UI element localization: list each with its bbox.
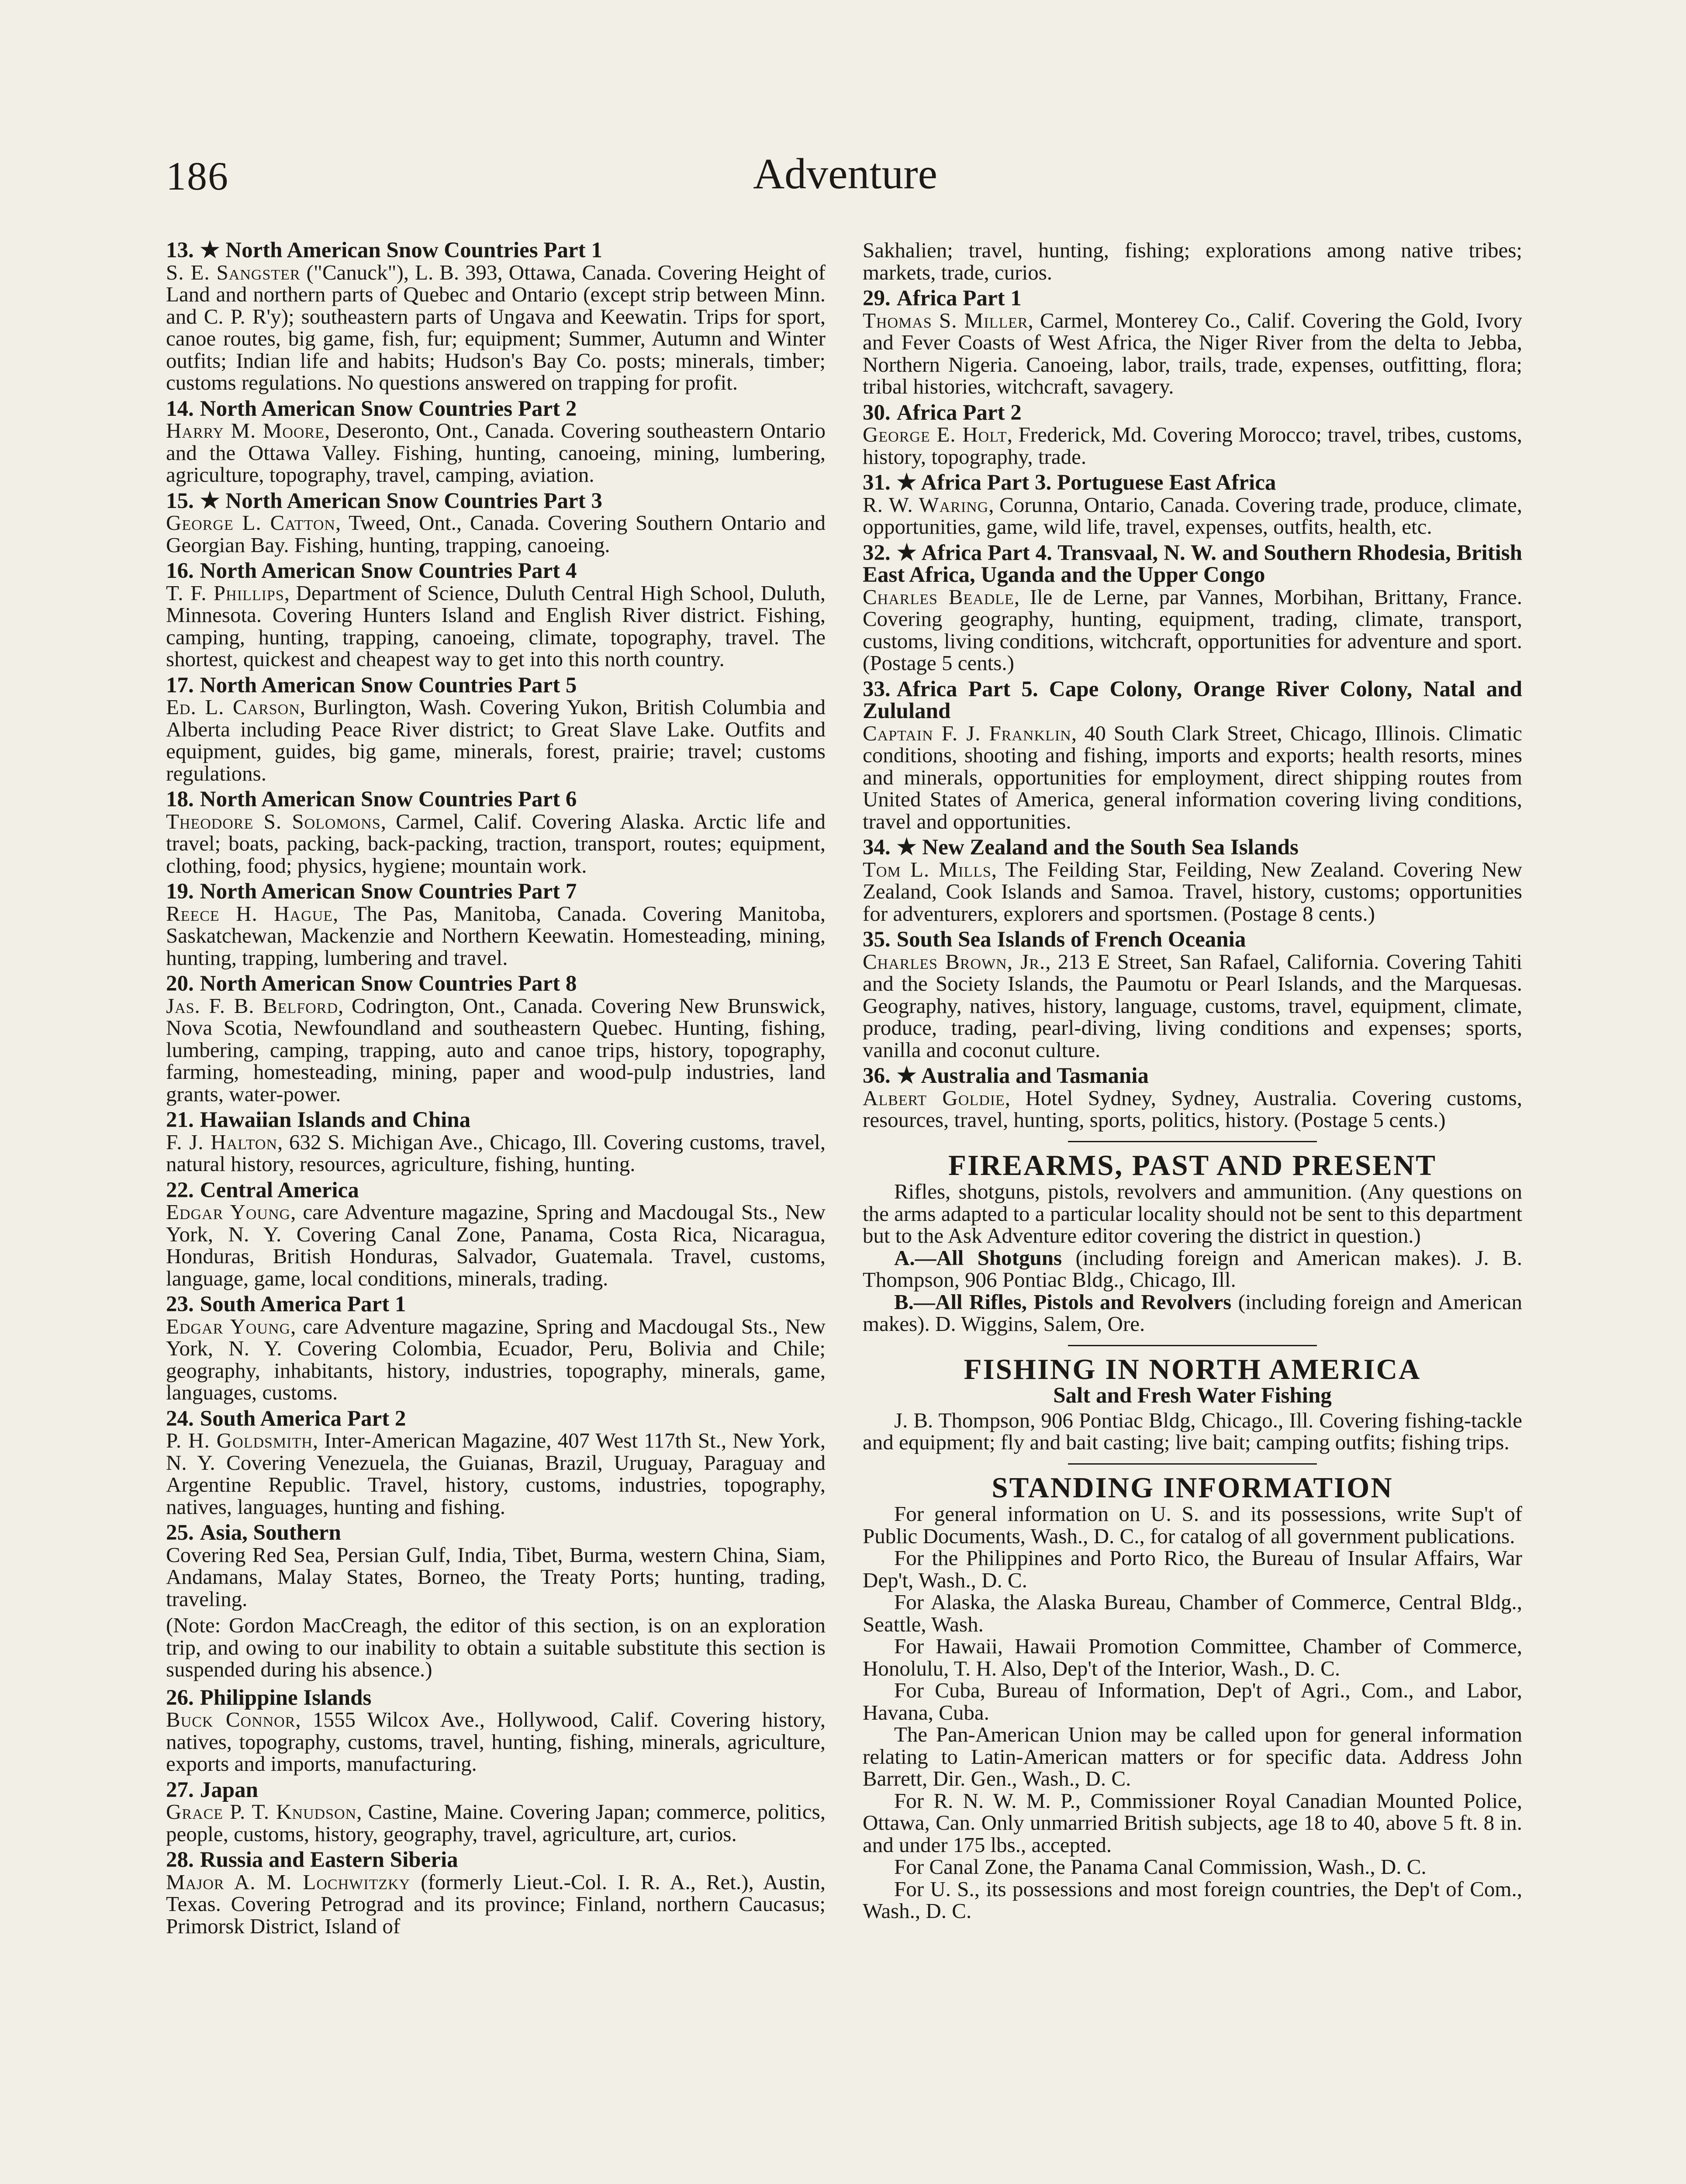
entry-title-text: Hawaiian Islands and China (200, 1108, 471, 1132)
entry-expert-name: Major A. M. Lochwitzky (166, 1870, 411, 1894)
entry-title-text: South America Part 2 (200, 1406, 406, 1431)
entry-expert-name: T. F. Phillips (166, 581, 284, 605)
entry-number: 20. (166, 971, 194, 996)
entry-body: , 40 South Clark Street, Chicago, Illinois. Climatic conditions, shooting and fishing, imports and exports; health resorts, mines and minerals, opportunities for employment, direct shipping routes from United States of America, general information covering living conditions, travel and opportunities. (863, 721, 1522, 833)
russia-entry-continuation: Sakhalien; travel, hunting, fishing; explorations among native tribes; markets, trade, curios. (863, 238, 1522, 284)
entry-title-text: South Sea Islands of French Oceania (896, 927, 1246, 952)
entry-expert-name: Tom L. Mills (863, 857, 992, 881)
right-column (863, 239, 1522, 1922)
entry-title (166, 788, 826, 811)
entry-expert-name: George E. Holt (863, 422, 1007, 446)
entry-number: 18. (166, 787, 194, 812)
entry-title-text: Africa Part 4. Transvaal, N. W. and Southern Rhodesia, British East Africa, Uganda and the Upper Congo (863, 540, 1522, 587)
entry-body: , Ile de Lerne, par Vannes, Morbihan, Brittany, France. Covering geography, hunting, equipment, trading, climate, transport, customs, living conditions, witchcraft, opportunities for adventure and sport. (Postage 5 cents.) (863, 584, 1522, 675)
entry-body: , Carmel, Monterey Co., Calif. Covering the Gold, Ivory and Fever Coasts of West Africa, the Niger River from the delta to Jebba, Northern Nigeria. Canoeing, labor, trails, trade, expenses, outfitting, flora; tribal histories, witchcraft, savagery. (863, 308, 1522, 398)
department-entry (166, 1408, 826, 1518)
department-entry (863, 1065, 1522, 1131)
department-entry (166, 1687, 826, 1775)
entry-body: Covering Red Sea, Persian Gulf, India, Tibet, Burma, western China, Siam, Andamans, Malay States, Borneo, the Treaty Ports; hunting, trading, traveling. (166, 1542, 826, 1611)
page-header (166, 149, 1524, 214)
entry-expert-name: P. H. Goldsmith (166, 1428, 313, 1452)
right-entry-list (863, 287, 1522, 1131)
department-entry (863, 836, 1522, 925)
shotguns-label: A.—All Shotguns (894, 1245, 1062, 1270)
entry-number: 22. (166, 1178, 194, 1203)
entry-number: 35. (863, 927, 891, 952)
entry-title-text: Africa Part 2 (896, 400, 1022, 425)
standing-heading: STANDING INFORMATION (992, 1471, 1393, 1504)
entry-title (863, 678, 1522, 722)
entry-expert-name: Ed. L. Carson (166, 695, 300, 719)
entry-title (166, 1522, 826, 1544)
entry-expert-name: Charles Beadle (863, 584, 1014, 609)
entry-title (166, 1779, 826, 1801)
department-entry (166, 1179, 826, 1290)
page-number: 186 (166, 154, 229, 198)
star-icon: ★ (896, 470, 921, 495)
running-title: Adventure (753, 149, 938, 198)
entry-title (166, 973, 826, 995)
entry-body: , Department of Science, Duluth Central High School, Duluth, Minnesota. Covering Hunters Island and English River district. Fishing, camping, hunting, trapping, canoeing, climate, topography, travel. The shortest, quickest and cheapest way to get into this north country. (166, 581, 826, 671)
entry-body: , Tweed, Ont., Canada. Covering Southern Ontario and Georgian Bay. Fishing, hunting, trapping, canoeing. (166, 511, 826, 557)
entry-title-text: South America Part 1 (200, 1292, 406, 1317)
entry-number: 30. (863, 400, 891, 425)
entry-body: , Inter-American Magazine, 407 West 117th St., New York, N. Y. Covering Venezuela, the Guianas, Brazil, Uruguay, Paraguay and Argentine Republic. Travel, history, customs, industries, topography, natives, languages, hunting and fishing. (166, 1428, 826, 1519)
standing-paragraph: For Canal Zone, the Panama Canal Commission, Wash., D. C. (894, 1855, 1427, 1879)
left-entry-list (166, 239, 826, 1610)
entry-body: (formerly Lieut.-Col. I. R. A., Ret.), Austin, Texas. Covering Petrograd and its province; Finland, northern Caucasus; Primorsk District, Island of (166, 1870, 826, 1938)
entry-expert-name: R. W. Waring (863, 492, 989, 517)
department-entry (166, 560, 826, 670)
entry-number: 29. (863, 286, 891, 311)
entry-title-text: Africa Part 5. Cape Colony, Orange River Colony, Natal and Zululand (863, 677, 1522, 723)
entry-body: , Corunna, Ontario, Canada. Covering trade, produce, climate, opportunities, game, wild life, travel, expenses, outfits, health, etc. (863, 492, 1522, 539)
entry-title (166, 1109, 826, 1131)
entry-title-text: Africa Part 3. Portuguese East Africa (921, 470, 1276, 495)
entry-title (863, 542, 1522, 586)
entry-title (863, 1065, 1522, 1087)
department-entry (166, 398, 826, 486)
left-entry-list-continued (166, 1687, 826, 1938)
entry-title-text: North American Snow Countries Part 1 (225, 238, 602, 263)
firearms-heading: FIREARMS, PAST AND PRESENT (948, 1149, 1437, 1182)
fishing-text: J. B. Thompson, 906 Pontiac Bldg, Chicago., Ill. Covering fishing-tackle and equipment; fly and bait casting; live bait; camping outfits; fishing trips. (863, 1408, 1522, 1454)
entry-title (166, 1408, 826, 1430)
entry-number: 34. (863, 835, 891, 860)
entry-body: , Deseronto, Ont., Canada. Covering southeastern Ontario and the Ottawa Valley. Fishing, hunting, canoeing, mining, lumbering, agriculture, topography, travel, camping, aviation. (166, 418, 826, 487)
entry-title (166, 239, 826, 262)
department-entry (166, 674, 826, 785)
entry-expert-name: Captain F. J. Franklin (863, 721, 1071, 745)
entry-title (863, 402, 1522, 424)
entry-expert-name: Grace P. T. Knudson (166, 1800, 357, 1824)
entry-number: 26. (166, 1685, 194, 1710)
entry-body: , 632 S. Michigan Ave., Chicago, Ill. Covering customs, travel, natural history, resources, agriculture, fishing, hunting. (166, 1130, 826, 1176)
entry-body: , The Feilding Star, Feilding, New Zealand. Covering New Zealand, Cook Islands and Samoa. Travel, history, customs; opportunities for adventurers, explorers and sportsmen. (Postage 8 cents.) (863, 857, 1522, 926)
entry-number: 13. (166, 238, 194, 263)
department-entry (166, 788, 826, 877)
entry-expert-name: Harry M. Moore (166, 418, 325, 442)
entry-number: 15. (166, 488, 194, 513)
entry-body: , Hotel Sydney, Sydney, Australia. Covering customs, resources, travel, hunting, sports, politics, history. (Postage 5 cents.) (863, 1085, 1522, 1132)
entry-title (166, 674, 826, 697)
star-icon: ★ (896, 835, 922, 860)
star-icon: ★ (896, 540, 922, 565)
entry-title (863, 836, 1522, 859)
department-entry (166, 1849, 826, 1937)
standing-paragraph: For R. N. W. M. P., Commissioner Royal Canadian Mounted Police, Ottawa, Can. Only unmarried British subjects, age 18 to 40, above 5 ft. 8 in. and under 175 lbs., accepted. (863, 1788, 1522, 1857)
department-entry (863, 929, 1522, 1061)
entry-title (166, 490, 826, 512)
entry-title-text: North American Snow Countries Part 3 (225, 488, 602, 513)
firearms-rifles (863, 1291, 1522, 1335)
entry-body: , 213 E Street, San Rafael, California. Covering Tahiti and the Society Islands, the Paumotu or Pearl Islands, and the Marquesas. Geography, natives, history, language, customs, travel, equipment, climate, produce, trading, pearl-diving, living conditions and expenses; sports, vanilla and coconut culture. (863, 949, 1522, 1062)
entry-number: 19. (166, 879, 194, 904)
entry-title-text: Africa Part 1 (896, 286, 1022, 311)
entry-body: , Castine, Maine. Covering Japan; commerce, politics, people, customs, history, geography, travel, agriculture, art, curios. (166, 1800, 826, 1846)
star-icon: ★ (200, 238, 226, 263)
entry-title-text: Australia and Tasmania (921, 1064, 1149, 1088)
entry-title-text: Philippine Islands (200, 1685, 372, 1710)
entry-title (166, 560, 826, 582)
entry-expert-name: F. J. Halton (166, 1130, 278, 1154)
entry-title (166, 398, 826, 420)
entry-title (863, 287, 1522, 310)
entry-body: , Carmel, Calif. Covering Alaska. Arctic life and travel; boats, packing, back-packing, traction, transport, routes; equipment, clothing, food; physics, hygiene; mountain work. (166, 809, 826, 878)
entry-title-text: North American Snow Countries Part 6 (200, 787, 577, 812)
entry-expert-name: S. E. Sangster (166, 260, 301, 284)
entry-expert-name: Jas. F. B. Belford (166, 993, 339, 1018)
department-entry (166, 1779, 826, 1845)
department-entry (166, 1293, 826, 1404)
standing-paragraph: The Pan-American Union may be called upon for general information relating to Latin-American matters or for specific data. Address John Barrett, Dir. Gen., Wash., D. C. (863, 1722, 1522, 1790)
entry-title (863, 472, 1522, 494)
entry-body: , care Adventure magazine, Spring and Macdougal Sts., New York, N. Y. Covering Colombia, Ecuador, Peru, Bolivia and Chile; geography, inhabitants, history, industries, topography, minerals, game, languages, customs. (166, 1314, 826, 1404)
entry-number: 14. (166, 396, 194, 421)
fishing-subheading: Salt and Fresh Water Fishing (1053, 1383, 1332, 1408)
entry-title-text: Asia, Southern (200, 1521, 341, 1545)
entry-number: 27. (166, 1777, 194, 1802)
entry-expert-name: Edgar Young (166, 1314, 291, 1338)
entry-body: , 1555 Wilcox Ave., Hollywood, Calif. Covering history, natives, topography, customs, travel, hunting, fishing, minerals, agriculture, exports and imports, manufacturing. (166, 1707, 826, 1776)
entry-number: 25. (166, 1521, 194, 1545)
section-divider (1068, 1463, 1317, 1465)
entry-body: , Burlington, Wash. Covering Yukon, British Columbia and Alberta including Peace River district; to Great Slave Lake. Outfits and equipment, guides, big game, minerals, forest, prairie; travel; customs regulations. (166, 695, 826, 785)
entry-title (166, 1687, 826, 1709)
entry-title-text: New Zealand and the South Sea Islands (922, 835, 1299, 860)
entry-number: 21. (166, 1108, 194, 1132)
entry-expert-name: Theodore S. Solomons (166, 809, 381, 833)
entry-title-text: North American Snow Countries Part 8 (200, 971, 577, 996)
entry-expert-name: Edgar Young (166, 1200, 291, 1224)
department-entry (863, 472, 1522, 538)
entry-expert-name: Thomas S. Miller (863, 308, 1028, 332)
entry-expert-name: George L. Catton (166, 511, 335, 535)
department-entry (863, 287, 1522, 398)
department-entry (863, 678, 1522, 833)
entry-title-text: Central America (200, 1178, 359, 1203)
entry-number: 28. (166, 1848, 194, 1872)
firearms-intro: Rifles, shotguns, pistols, revolvers and ammunition. (Any questions on the arms adapted to a particular locality should not be sent to this department but to the Ask Adventure editor covering the district in question.) (863, 1179, 1522, 1248)
standing-information-list (863, 1503, 1522, 1922)
entry-number: 23. (166, 1292, 194, 1317)
department-entry (166, 239, 826, 394)
department-entry (166, 1522, 826, 1610)
star-icon: ★ (896, 1064, 921, 1088)
entry-body: , Frederick, Md. Covering Morocco; travel, tribes, customs, history, topography, trade. (863, 422, 1522, 469)
entry-body: , Codrington, Ont., Canada. Covering New Brunswick, Nova Scotia, Newfoundland and southeastern Quebec. Hunting, fishing, lumbering, camping, trapping, auto and canoe trips, history, topography, farming, homesteading, mining, paper and wood-pulp industries, land grants, water-power. (166, 993, 826, 1106)
shotguns-text: (including foreign and American makes). J. B. Thompson, 906 Pontiac Bldg., Chicago, Ill. (863, 1245, 1522, 1292)
entry-number: 16. (166, 559, 194, 583)
star-icon: ★ (200, 488, 226, 513)
standing-paragraph: For general information on U. S. and its possessions, write Sup't of Public Documents, Wash., D. C., for catalog of all government publications. (863, 1502, 1522, 1548)
entry-title (863, 929, 1522, 951)
entry-number: 33. (863, 677, 891, 702)
department-entry (863, 402, 1522, 468)
fishing-heading: FISHING IN NORTH AMERICA (964, 1353, 1421, 1386)
left-column (166, 239, 826, 1941)
department-entry (166, 490, 826, 556)
entry-body: , The Pas, Manitoba, Canada. Covering Manitoba, Saskatchewan, Mackenzie and Northern Keewatin. Homesteading, mining, hunting, trapping, lumbering and travel. (166, 901, 826, 970)
entry-title (166, 1293, 826, 1316)
department-entry (166, 881, 826, 969)
entry-number: 31. (863, 470, 891, 495)
standing-paragraph: For Alaska, the Alaska Bureau, Chamber of Commerce, Central Bldg., Seattle, Wash. (863, 1590, 1522, 1636)
asia-editor-note: (Note: Gordon MacCreagh, the editor of this section, is on an exploration trip, and owing to our inability to obtain a suitable substitute this section is suspended during his absence.) (166, 1613, 826, 1681)
entry-number: 36. (863, 1064, 891, 1088)
department-entry (863, 542, 1522, 674)
entry-number: 32. (863, 540, 891, 565)
entry-title-text: North American Snow Countries Part 5 (200, 673, 577, 698)
entry-expert-name: Reece H. Hague (166, 901, 333, 926)
entry-body: ("Canuck"), L. B. 393, Ottawa, Canada. Covering Height of Land and northern parts of Quebec and Ontario (except strip between Minn. and C. P. R'y); southeastern parts of Ungava and Keewatin. Trips for sport, canoe routes, big game, fish, fur; equipment; Summer, Autumn and Winter outfits; Indian life and habits; Hudson's Bay Co. posts; minerals, timber; customs regulations. No questions answered on trapping for profit. (166, 260, 826, 394)
entry-expert-name: Charles Brown, Jr. (863, 949, 1046, 974)
standing-paragraph: For Hawaii, Hawaii Promotion Committee, Chamber of Commerce, Honolulu, T. H. Also, Dep't of the Interior, Wash., D. C. (863, 1634, 1522, 1680)
section-divider (1068, 1345, 1317, 1346)
entry-title-text: North American Snow Countries Part 4 (200, 559, 577, 583)
entry-expert-name: Buck Connor (166, 1707, 296, 1731)
entry-title-text: Russia and Eastern Siberia (200, 1848, 458, 1872)
department-entry (166, 1109, 826, 1175)
entry-number: 17. (166, 673, 194, 698)
entry-title (166, 1179, 826, 1202)
entry-title-text: Japan (200, 1777, 258, 1802)
standing-paragraph: For the Philippines and Porto Rico, the Bureau of Insular Affairs, War Dep't, Wash., D. C. (863, 1546, 1522, 1592)
entry-expert-name: Albert Goldie (863, 1085, 1005, 1110)
entry-title-text: North American Snow Countries Part 7 (200, 879, 577, 904)
entry-title (166, 881, 826, 903)
rifles-text: (including foreign and American makes). D. Wiggins, Salem, Ore. (863, 1289, 1522, 1336)
department-entry (166, 973, 826, 1105)
section-divider (1068, 1141, 1317, 1142)
entry-number: 24. (166, 1406, 194, 1431)
standing-paragraph: For Cuba, Bureau of Information, Dep't of Agri., Com., and Labor, Havana, Cuba. (863, 1678, 1522, 1724)
rifles-label: B.—All Rifles, Pistols and Revolvers (894, 1289, 1232, 1314)
entry-title (166, 1849, 826, 1871)
firearms-shotguns (863, 1247, 1522, 1291)
entry-body: , care Adventure magazine, Spring and Macdougal Sts., New York, N. Y. Covering Canal Zone, Panama, Costa Rica, Nicaragua, Honduras, British Honduras, Salvador, Guatemala. Travel, customs, language, game, local conditions, minerals, trading. (166, 1200, 826, 1290)
standing-paragraph: For U. S., its possessions and most foreign countries, the Dep't of Com., Wash., D. C. (863, 1876, 1522, 1923)
entry-title-text: North American Snow Countries Part 2 (200, 396, 577, 421)
